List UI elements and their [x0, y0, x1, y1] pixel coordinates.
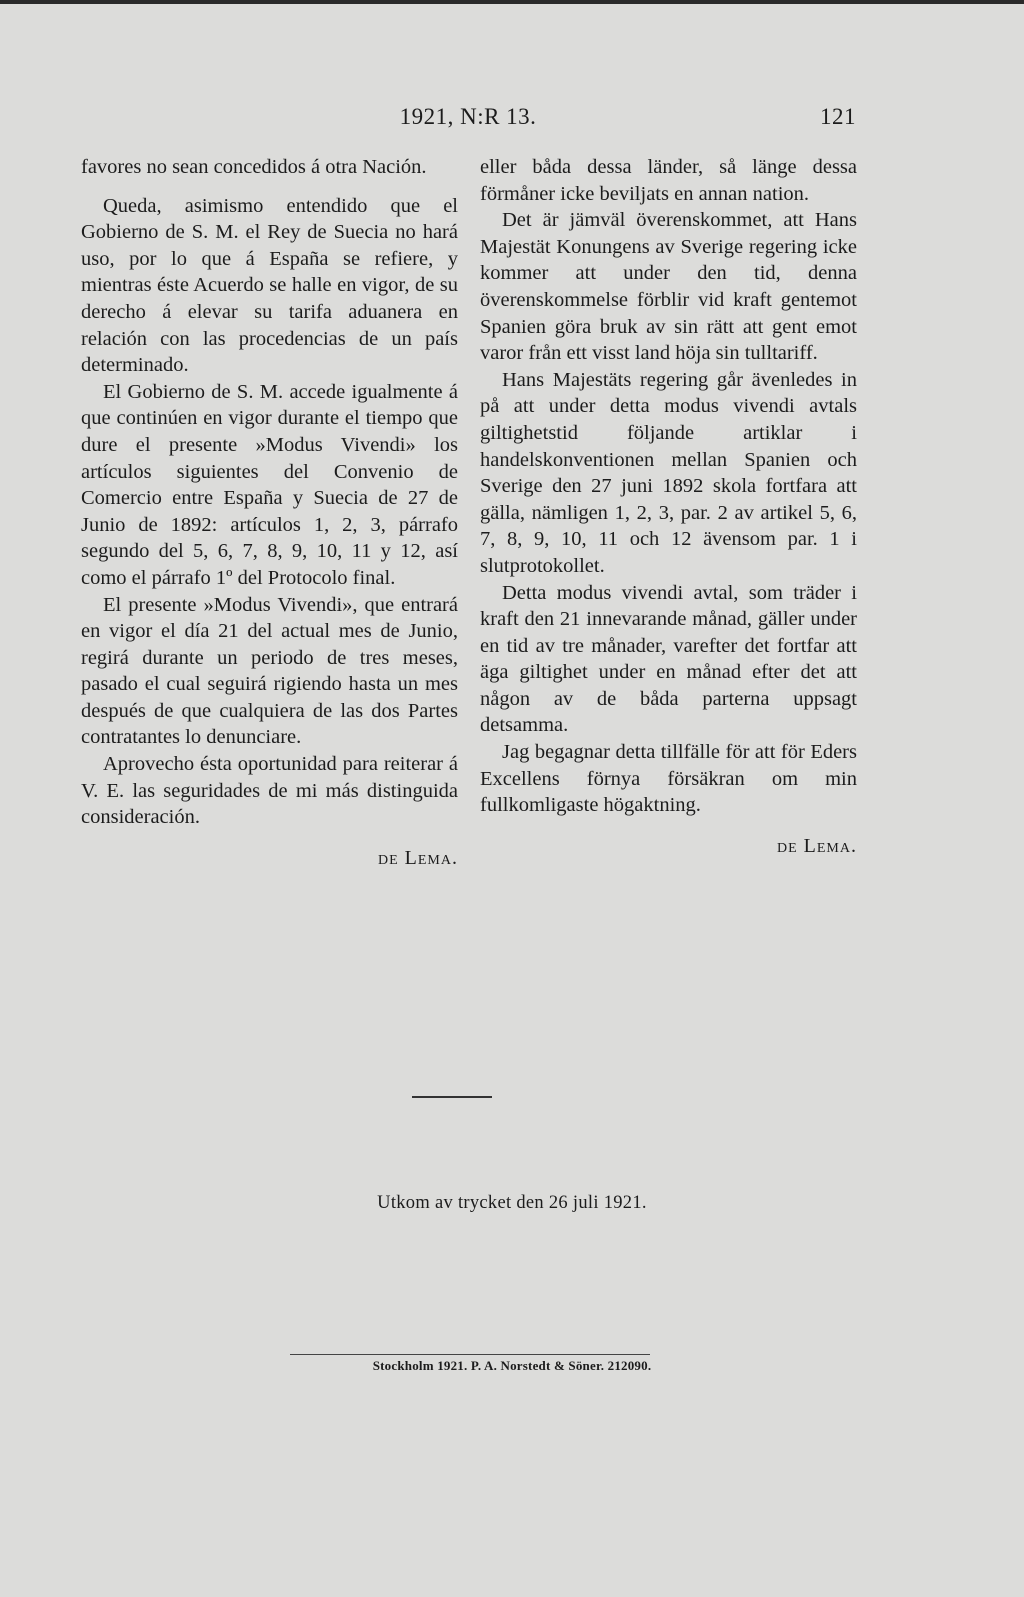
issue-number: 1921, N:R 13. — [399, 104, 537, 129]
scan-top-edge — [0, 0, 1024, 4]
publication-note: Utkom av trycket den 26 juli 1921. — [377, 1193, 647, 1213]
spanish-paragraph-2: Queda, asimismo entendido que el Gobierno de S. M. el Rey de Suecia no hará uso, por lo que á España se refiere, y mientras éste Acuerdo se halle en vigor, de su derecho á elevar su tarifa aduanera en relación con las procedencias de un país determinado. — [81, 194, 458, 377]
spanish-paragraph-1: favores no sean concedidos á otra Nación. — [81, 156, 427, 178]
swedish-paragraph-4: Detta modus vivendi avtal, som träder i kraft den 21 innevarande månad, gäller under en tid av tre månader, varefter det fortfar att äga giltighet under en månad efter det att någon av de båda parterna uppsagt detsamma. — [480, 581, 857, 737]
printer-rule — [290, 1354, 650, 1355]
swedish-column — [480, 154, 857, 859]
spanish-paragraph-5: Aprovecho ésta oportunidad para reiterar á V. E. las seguridades de mi más distinguida consideración. — [81, 753, 458, 829]
swedish-paragraph-3: Hans Majestäts regering går ävenledes in på att under detta modus vivendi avtals giltighetstid följande artiklar i handelskonventionen mellan Spanien och Sverige den 27 juni 1892 skola fortfara att gälla, nämligen 1, 2, 3, par. 2 av artikel 5, 6, 7, 8, 9, 10, 11 och 12 ävensom par. 1 i slutprotokollet. — [480, 368, 857, 577]
spanish-paragraph-3: El Gobierno de S. M. accede igualmente á que continúen en vigor durante el tiempo que dure el presente »Modus Vivendi» los artículos siguientes del Convenio de Comercio entre España y Suecia de 27 de Junio de 1892: artículos 1, 2, 3, párrafo segundo del 5, 6, 7, 8, 9, 10, 11 y 12, así como el párrafo 1º del Protocolo final. — [81, 380, 458, 589]
swedish-paragraph-5: Jag begagnar detta tillfälle för att för Eders Excellens förnya försäkran om min fullkomligaste högaktning. — [480, 741, 857, 817]
printer-imprint: Stockholm 1921. P. A. Norstedt & Söner. 212090. — [372, 1358, 652, 1373]
page-header — [80, 104, 856, 134]
section-divider — [412, 1096, 492, 1098]
spanish-signature: de Lema. — [378, 846, 458, 869]
swedish-paragraph-1: eller båda dessa länder, så länge dessa förmåner icke beviljats en annan nation. — [480, 156, 857, 205]
spanish-paragraph-4: El presente »Modus Vivendi», que entrará en vigor el día 21 del actual mes de Junio, regirá durante un periodo de tres meses, pasado el cual seguirá rigiendo hasta un mes después de que cualquiera de las dos Partes contratantes lo denunciare. — [81, 593, 458, 749]
swedish-paragraph-2: Det är jämväl överenskommet, att Hans Majestät Konungens av Sverige regering icke kommer att under den tid, denna överenskommelse förblir vid kraft gentemot Spanien göra bruk av sin rätt att gent emot varor från ett visst land höja sin tulltariff. — [480, 209, 857, 365]
page-number: 121 — [820, 104, 856, 129]
swedish-signature: de Lema. — [777, 834, 857, 857]
spanish-column — [81, 154, 458, 871]
